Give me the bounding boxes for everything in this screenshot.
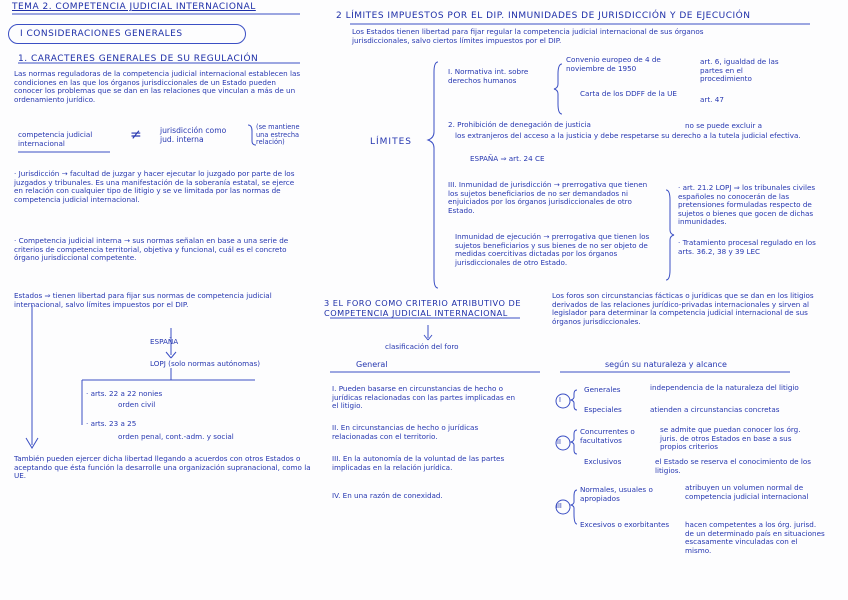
orden-civil: orden civil bbox=[118, 400, 156, 409]
roman-1: I bbox=[559, 396, 561, 404]
estados-libertad: Estados ⇒ tienen libertad para fijar sus normas de competencia judicial internacional, salvo límites impuestos por el DIP. bbox=[14, 291, 272, 309]
section2-heading: 2 LÍMITES IMPUESTOS POR EL DIP. INMUNIDADES DE JURISDICCIÓN Y DE EJECUCIÓN bbox=[336, 11, 751, 21]
carta-ddff: Carta de los DDFF de la UE bbox=[580, 89, 677, 98]
foro-generales-desc: independencia de la naturaleza del litigio bbox=[650, 383, 799, 392]
inmunidad-jurisdiccion: III. Inmunidad de jurisdicción → prerrogativa que tienen los sujetos beneficiarios de no ser demandados ni enjuiciados por los órganos jurisdiccionales de otro Estado. bbox=[448, 180, 648, 215]
general-item-1: I. Pueden basarse en circunstancias de hecho o jurídicas relacionadas con las partes implicadas en el litigio. bbox=[332, 384, 516, 411]
general-item-3: III. En la autonomía de la voluntad de las partes implicadas en la relación jurídica. bbox=[332, 454, 505, 472]
foro-especiales: Especiales bbox=[584, 405, 622, 414]
sub1-heading: 1. CARACTERES GENERALES DE SU REGULACIÓN bbox=[18, 54, 259, 64]
relacion-note: (se mantiene una estrecha relación) bbox=[256, 123, 300, 147]
section3-heading: 3 EL FORO COMO CRITERIO ATRIBUTIVO DE COMPETENCIA JUDICIAL INTERNACIONAL bbox=[324, 298, 522, 318]
section1-heading: I CONSIDERACIONES GENERALES bbox=[20, 29, 183, 39]
denegacion-detalle: los extranjeros del acceso a la justicia y debe respetarse su derecho a la tutela judicial efectiva. bbox=[455, 131, 801, 140]
paragraph-2: Los Estados tienen libertad para fijar regular la competencia judicial internacional de sus órganos jurisdiccionales, salvo ciertos límites impuestos por el DIP. bbox=[352, 27, 704, 45]
tratamiento-note: · Tratamiento procesal regulado en los arts. 36.2, 38 y 39 LEC bbox=[678, 238, 816, 256]
clasificacion-label: clasificación del foro bbox=[385, 342, 459, 351]
foro-normales: Normales, usuales o apropiados bbox=[580, 485, 653, 503]
foro-especiales-desc: atienden a circunstancias concretas bbox=[650, 405, 780, 414]
arts-penal: · arts. 23 a 25 bbox=[86, 419, 137, 428]
art21-note: · art. 21.2 LOPJ ⇒ los tribunales civiles españoles no conocerán de las pretensiones formuladas respecto de sujetos o bienes que gocen de dichas inmunidades. bbox=[678, 183, 816, 227]
no-excluir: no se puede excluir a bbox=[685, 121, 763, 130]
foros-definition: Los foros son circunstancias fácticas o jurídicas que se dan en los litigios derivados de las relaciones jurídico-privadas internacionales y sirven al legislador para determinar la competencia judicial internacional de sus órganos jurisdiccionales. bbox=[552, 291, 814, 326]
orden-penal: orden penal, cont.-adm. y social bbox=[118, 432, 234, 441]
bullet-jurisdiccion: · Jurisdicción → facultad de juzgar y hacer ejecutar lo juzgado por parte de los juzgados y tribunales. Es una manifestación de la soberanía estatal, se ejerce en relación con cualquier tipo de litigio y se ve limitada por las normas de competencia judicial internacional. bbox=[14, 169, 295, 204]
espana-label: ESPAÑA bbox=[150, 337, 179, 346]
art47-note: art. 47 bbox=[700, 95, 724, 104]
general-item-4: IV. En una razón de conexidad. bbox=[332, 491, 443, 500]
limite-derechos-humanos: I. Normativa int. sobre derechos humanos bbox=[448, 67, 529, 85]
tambien-paragraph: También pueden ejercer dicha libertad llegando a acuerdos con otros Estados o aceptando que ésta función la desarrolle una organización supranacional, como la UE. bbox=[14, 454, 311, 481]
espana-art24: ESPAÑA ⇒ art. 24 CE bbox=[470, 154, 545, 163]
foro-generales: Generales bbox=[584, 385, 621, 394]
roman-3: III bbox=[556, 502, 562, 510]
bullet-competencia-interna: · Competencia judicial interna → sus normas señalan en base a una serie de criterios de competencia territorial, objetiva y funcional, cuál es el concreto órgano jurisdiccional competente. bbox=[14, 236, 289, 263]
arts-civil: · arts. 22 a 22 nonies bbox=[86, 389, 163, 398]
foro-normales-desc: atribuyen un volumen normal de competencia judicial internacional bbox=[685, 483, 809, 501]
foro-exclusivos: Exclusivos bbox=[584, 457, 622, 466]
foro-concurrentes: Concurrentes o facultativos bbox=[580, 427, 635, 445]
foro-excesivos: Excesivos o exorbitantes bbox=[580, 520, 670, 529]
roman-2: II bbox=[557, 438, 561, 446]
not-equal-sign: ≠ bbox=[130, 127, 142, 143]
jurisdiccion-label: jurisdicción como jud. interna bbox=[160, 126, 227, 144]
convenio-europeo: Convenio europeo de 4 de noviembre de 1950 bbox=[566, 55, 661, 73]
foro-concurrentes-desc: se admite que puedan conocer los órg. juris. de otros Estados en base a sus propios criterios bbox=[660, 425, 801, 452]
paragraph-1: Las normas reguladoras de la competencia judicial internacional establecen las condiciones en las que los órganos jurisdiccionales de un Estado pueden conocer los problemas que se dan en las relaciones que vinculan a más de un ordenamiento jurídico. bbox=[14, 69, 301, 104]
cji-label: competencia judicial internacional bbox=[18, 130, 93, 148]
art6-note: art. 6, igualdad de las partes en el procedimiento bbox=[700, 57, 779, 84]
inmunidad-ejecucion: Inmunidad de ejecución → prerrogativa que tienen los sujetos beneficiarios y sus bienes de no ser objeto de medidas coercitivas dictadas por los órganos jurisdiccionales de otro Estado. bbox=[455, 232, 650, 267]
general-label: General bbox=[356, 360, 388, 369]
limites-label: LÍMITES bbox=[370, 137, 412, 147]
lopj-label: LOPJ (solo normas autónomas) bbox=[150, 359, 261, 368]
tema-title: TEMA 2. COMPETENCIA JUDICIAL INTERNACIONAL bbox=[12, 2, 256, 12]
naturaleza-label: según su naturaleza y alcance bbox=[605, 360, 727, 369]
foro-excesivos-desc: hacen competentes a los órg. jurisd. de un determinado país en situaciones escasamente vinculadas con el mismo. bbox=[685, 520, 825, 555]
limite-denegacion: 2. Prohibición de denegación de justicia bbox=[448, 120, 591, 129]
general-item-2: II. En circunstancias de hecho o jurídicas relacionadas con el territorio. bbox=[332, 423, 479, 441]
foro-exclusivos-desc: el Estado se reserva el conocimiento de los litigios. bbox=[655, 457, 812, 475]
